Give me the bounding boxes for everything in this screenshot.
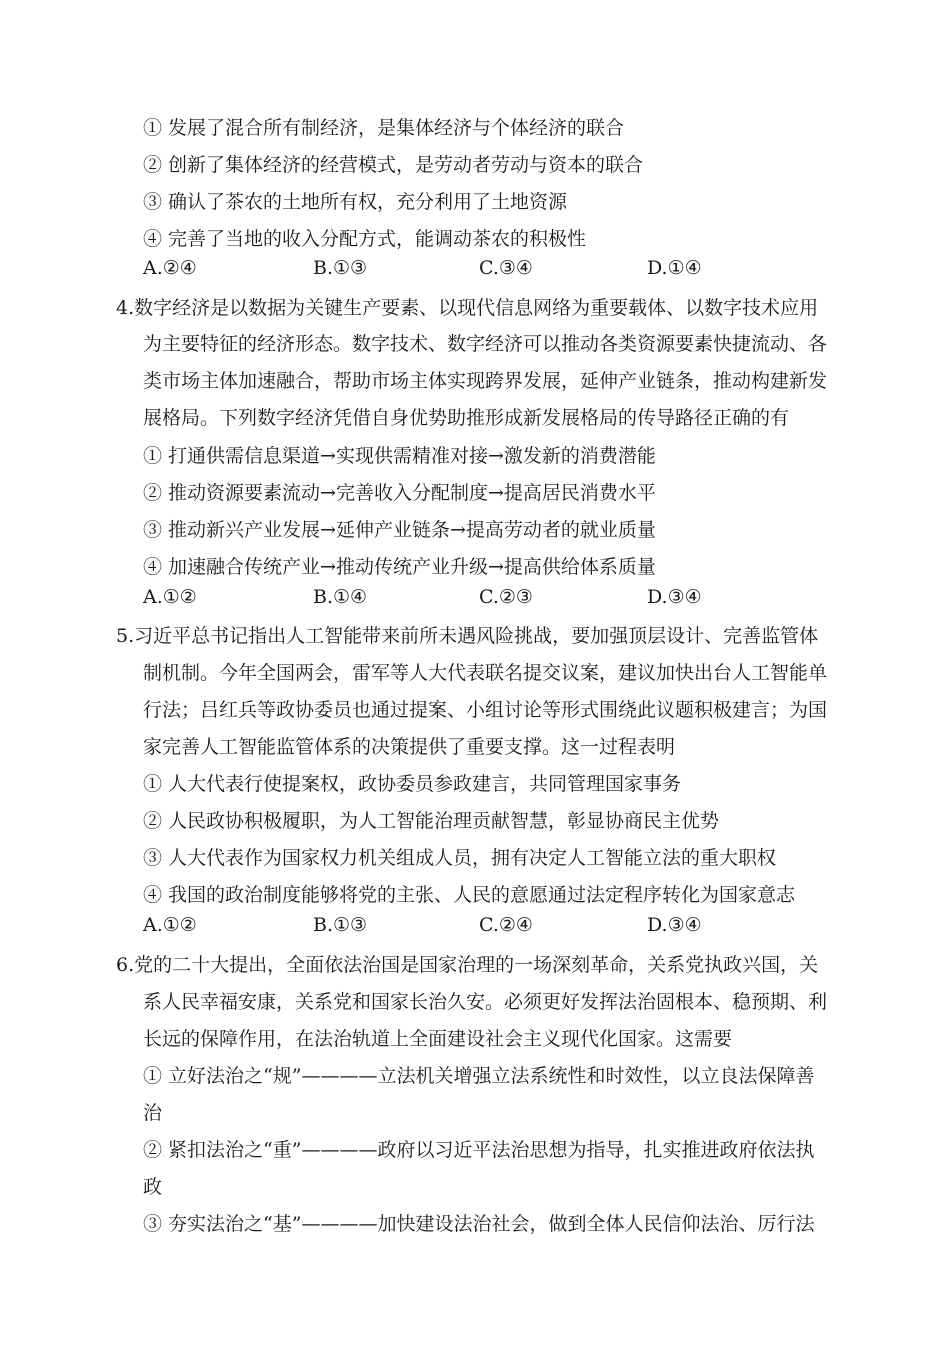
q4-option-1: ① 打通供需信息渠道→实现供需精准对接→激发新的消费潜能: [143, 445, 656, 467]
q5-stem-line-2: 制机制。今年全国两会，雷军等人大代表联名提交议案，建议加快出台人工智能单: [143, 662, 828, 684]
q4-choice-a: A.①②: [143, 586, 197, 608]
q4-stem-line-2: 为主要特征的经济形态。数字技术、数字经济可以推动各类资源要素快捷流动、各: [143, 333, 828, 355]
q4-stem-line-4: 展格局。下列数字经济凭借自身优势助推形成新发展格局的传导路径正确的有: [143, 407, 790, 429]
q6-stem-line-2: 系人民幸福安康，关系党和国家长治久安。必须更好发挥法治固根本、稳预期、利: [143, 991, 828, 1013]
q4-choice-c: C.②③: [479, 586, 533, 608]
q3-option-2: ② 创新了集体经济的经营模式，是劳动者劳动与资本的联合: [143, 154, 644, 176]
q4-choice-d: D.③④: [647, 586, 702, 608]
q5-option-3: ③ 人大代表作为国家权力机关组成人员，拥有决定人工智能立法的重大职权: [143, 847, 777, 869]
q4-stem-line-3: 类市场主体加速融合，帮助市场主体实现跨界发展，延伸产业链条，推动构建新发: [143, 370, 828, 392]
q5-option-4: ④ 我国的政治制度能够将党的主张、人民的意愿通过法定程序转化为国家意志: [143, 884, 796, 906]
q3-option-4: ④ 完善了当地的收入分配方式，能调动茶农的积极性: [143, 228, 587, 250]
q6-option-1-cont: 治: [143, 1102, 163, 1124]
q5-option-1: ① 人大代表行使提案权，政协委员参政建言，共同管理国家事务: [143, 773, 682, 795]
q4-option-3: ③ 推动新兴产业发展→延伸产业链条→提高劳动者的就业质量: [143, 519, 656, 541]
q3-option-1: ① 发展了混合所有制经济，是集体经济与个体经济的联合: [143, 117, 625, 139]
q3-choices: [143, 256, 833, 280]
q3-option-3: ③ 确认了茶农的土地所有权，充分利用了土地资源: [143, 191, 568, 213]
q4-option-2: ② 推动资源要素流动→完善收入分配制度→提高居民消费水平: [143, 482, 656, 504]
q6-stem-line-1: 6.党的二十大提出，全面依法治国是国家治理的一场深刻革命，关系党执政兴国，关: [116, 954, 819, 976]
q4-option-4: ④ 加速融合传统产业→推动传统产业升级→提高供给体系质量: [143, 556, 656, 578]
q3-choice-b: B.①③: [313, 257, 368, 279]
q3-choice-a: A.②④: [143, 257, 197, 279]
q4-choice-b: B.①④: [313, 586, 368, 608]
q3-choice-c: C.③④: [479, 257, 533, 279]
q5-choice-c: C.②④: [479, 914, 533, 936]
q5-stem-line-1: 5.习近平总书记指出人工智能带来前所未遇风险挑战，要加强顶层设计、完善监管体: [116, 625, 819, 647]
q5-stem-line-3: 行法；吕红兵等政协委员也通过提案、小组讨论等形式围绕此议题积极建言；为国: [143, 699, 828, 721]
q6-option-2: ② 紧扣法治之“重”————政府以习近平法治思想为指导，扎实推进政府依法执: [143, 1139, 815, 1161]
q4-stem-line-1: 4.数字经济是以数据为关键生产要素、以现代信息网络为重要载体、以数字技术应用: [116, 297, 819, 319]
q5-choices: [143, 913, 833, 937]
q6-stem-line-3: 长远的保障作用，在法治轨道上全面建设社会主义现代化国家。这需要: [143, 1028, 733, 1050]
q5-stem-line-4: 家完善人工智能监管体系的决策提供了重要支撑。这一过程表明: [143, 736, 676, 758]
q3-choice-d: D.①④: [647, 257, 702, 279]
q5-choice-d: D.③④: [647, 914, 702, 936]
q6-option-3: ③ 夯实法治之“基”————加快建设法治社会，做到全体人民信仰法治、厉行法: [143, 1213, 815, 1235]
q5-option-2: ② 人民政协积极履职，为人工智能治理贡献智慧，彰显协商民主优势: [143, 810, 720, 832]
q5-choice-b: B.①③: [313, 914, 368, 936]
q4-choices: [143, 585, 833, 609]
q6-option-2-cont: 政: [143, 1176, 163, 1198]
q6-option-1: ① 立好法治之“规”————立法机关增强立法系统性和时效性，以立良法保障善: [143, 1065, 815, 1087]
q5-choice-a: A.①②: [143, 914, 197, 936]
